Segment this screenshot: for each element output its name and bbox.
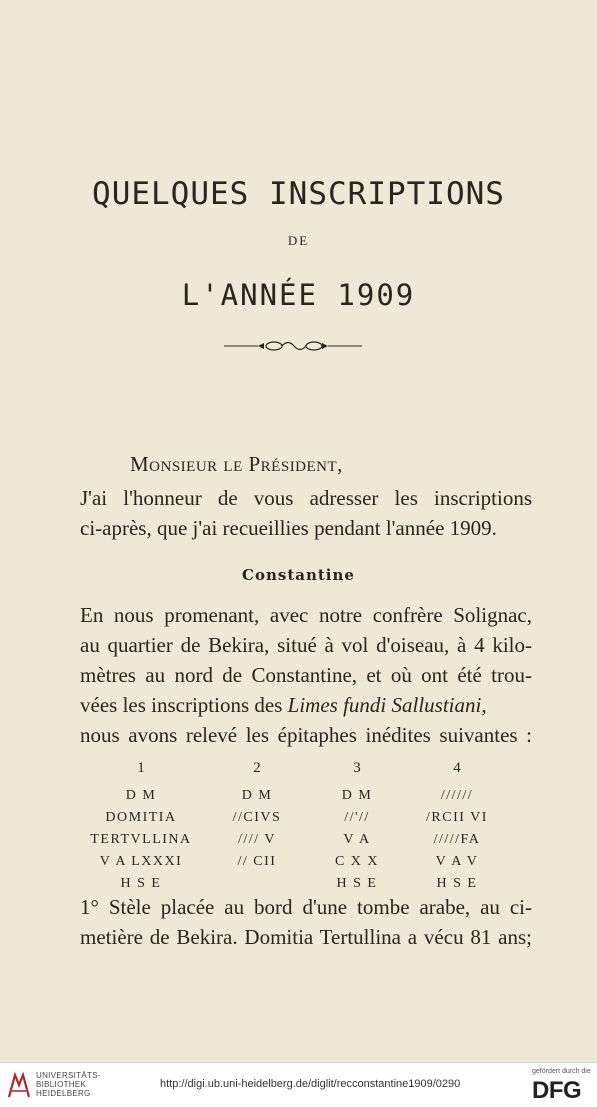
inscription-cell: H S E (120, 876, 162, 891)
salutation: Monsieur le Président, (130, 452, 343, 476)
paragraph-stele-1 (80, 892, 532, 952)
paragraph-intro (80, 483, 532, 543)
inscription-cell: D M (125, 788, 157, 803)
inscription-cell: D M (241, 788, 273, 803)
text-line-mixed (80, 690, 532, 720)
inscription-cell: /RCII VI (426, 810, 488, 825)
text-line: au quartier de Bekira, situé à vol d'oiseau, à 4 kilo- (80, 633, 532, 657)
title-de: DE (287, 233, 310, 248)
inscription-cell: V A (343, 832, 371, 847)
inscription-cell: //'// (344, 810, 370, 825)
inscription-row (80, 788, 532, 810)
text-line: En nous promenant, avec notre confrère Solignac, (80, 603, 532, 627)
heidelberg-library-logo-icon (6, 1071, 32, 1099)
library-name (36, 1071, 101, 1098)
text-line: metière de Bekira. Domitia Tertullina a vécu 81 ans; (80, 925, 532, 949)
inscription-numbers-row (80, 760, 532, 782)
dfg-caption: gefördert durch die (532, 1068, 591, 1075)
title-line-2: L'ANNÉE 1909 (181, 278, 416, 312)
text-line: nous avons relevé les épitaphes inédites suivantes : (80, 723, 532, 747)
inscription-number: 3 (353, 760, 361, 776)
italic-text: Limes fundi Sallustiani, (287, 693, 487, 717)
text-fragment: vées les inscriptions des (80, 693, 288, 717)
inscription-row (80, 854, 532, 876)
inscription-cell: V A LXXXI (99, 854, 183, 869)
paragraph-constantine (80, 600, 532, 750)
library-name-line: UNIVERSITÄTS- (36, 1071, 101, 1080)
inscription-cell: ////// (440, 788, 474, 803)
inscription-cell: V A V (435, 854, 479, 869)
inscription-cell: D M (341, 788, 373, 803)
inscription-cell: // CII (237, 854, 277, 869)
inscription-number: 2 (253, 760, 261, 776)
inscription-cell: //// V (238, 832, 276, 847)
inscription-number: 1 (137, 760, 145, 776)
inscription-cell: H S E (436, 876, 478, 891)
inscriptions-table (80, 760, 532, 898)
section-title: Constantine (242, 566, 355, 584)
dfg-logo: DFG (532, 1077, 582, 1104)
inscription-cell: C X X (334, 854, 380, 869)
ornament-divider-icon (222, 338, 364, 354)
inscription-cell: TERTVLLINA (90, 832, 192, 847)
text-line: mètres au nord de Constantine, et où ont été trou- (80, 663, 532, 687)
library-name-line: HEIDELBERG (36, 1089, 91, 1098)
library-name-line: BIBLIOTHEK (36, 1080, 87, 1089)
inscription-cell: DOMITIA (105, 810, 177, 825)
inscription-row (80, 810, 532, 832)
text-line: 1° Stèle placée au bord d'une tombe arabe, au ci- (80, 895, 532, 919)
inscription-row (80, 832, 532, 854)
inscription-cell: H S E (336, 876, 378, 891)
viewer-footer (0, 1062, 597, 1107)
text-line: ci-après, que j'ai recueillies pendant l'année 1909. (80, 516, 497, 540)
inscription-number: 4 (453, 760, 461, 776)
permalink-url[interactable]: http://digi.ub.uni-heidelberg.de/diglit/recconstantine1909/0290 (160, 1078, 461, 1090)
text-line: J'ai l'honneur de vous adresser les inscriptions (80, 486, 532, 510)
title-line-1: QUELQUES INSCRIPTIONS (92, 176, 505, 212)
inscription-cell: /////FA (433, 832, 481, 847)
inscription-cell: //CIVS (232, 810, 282, 825)
